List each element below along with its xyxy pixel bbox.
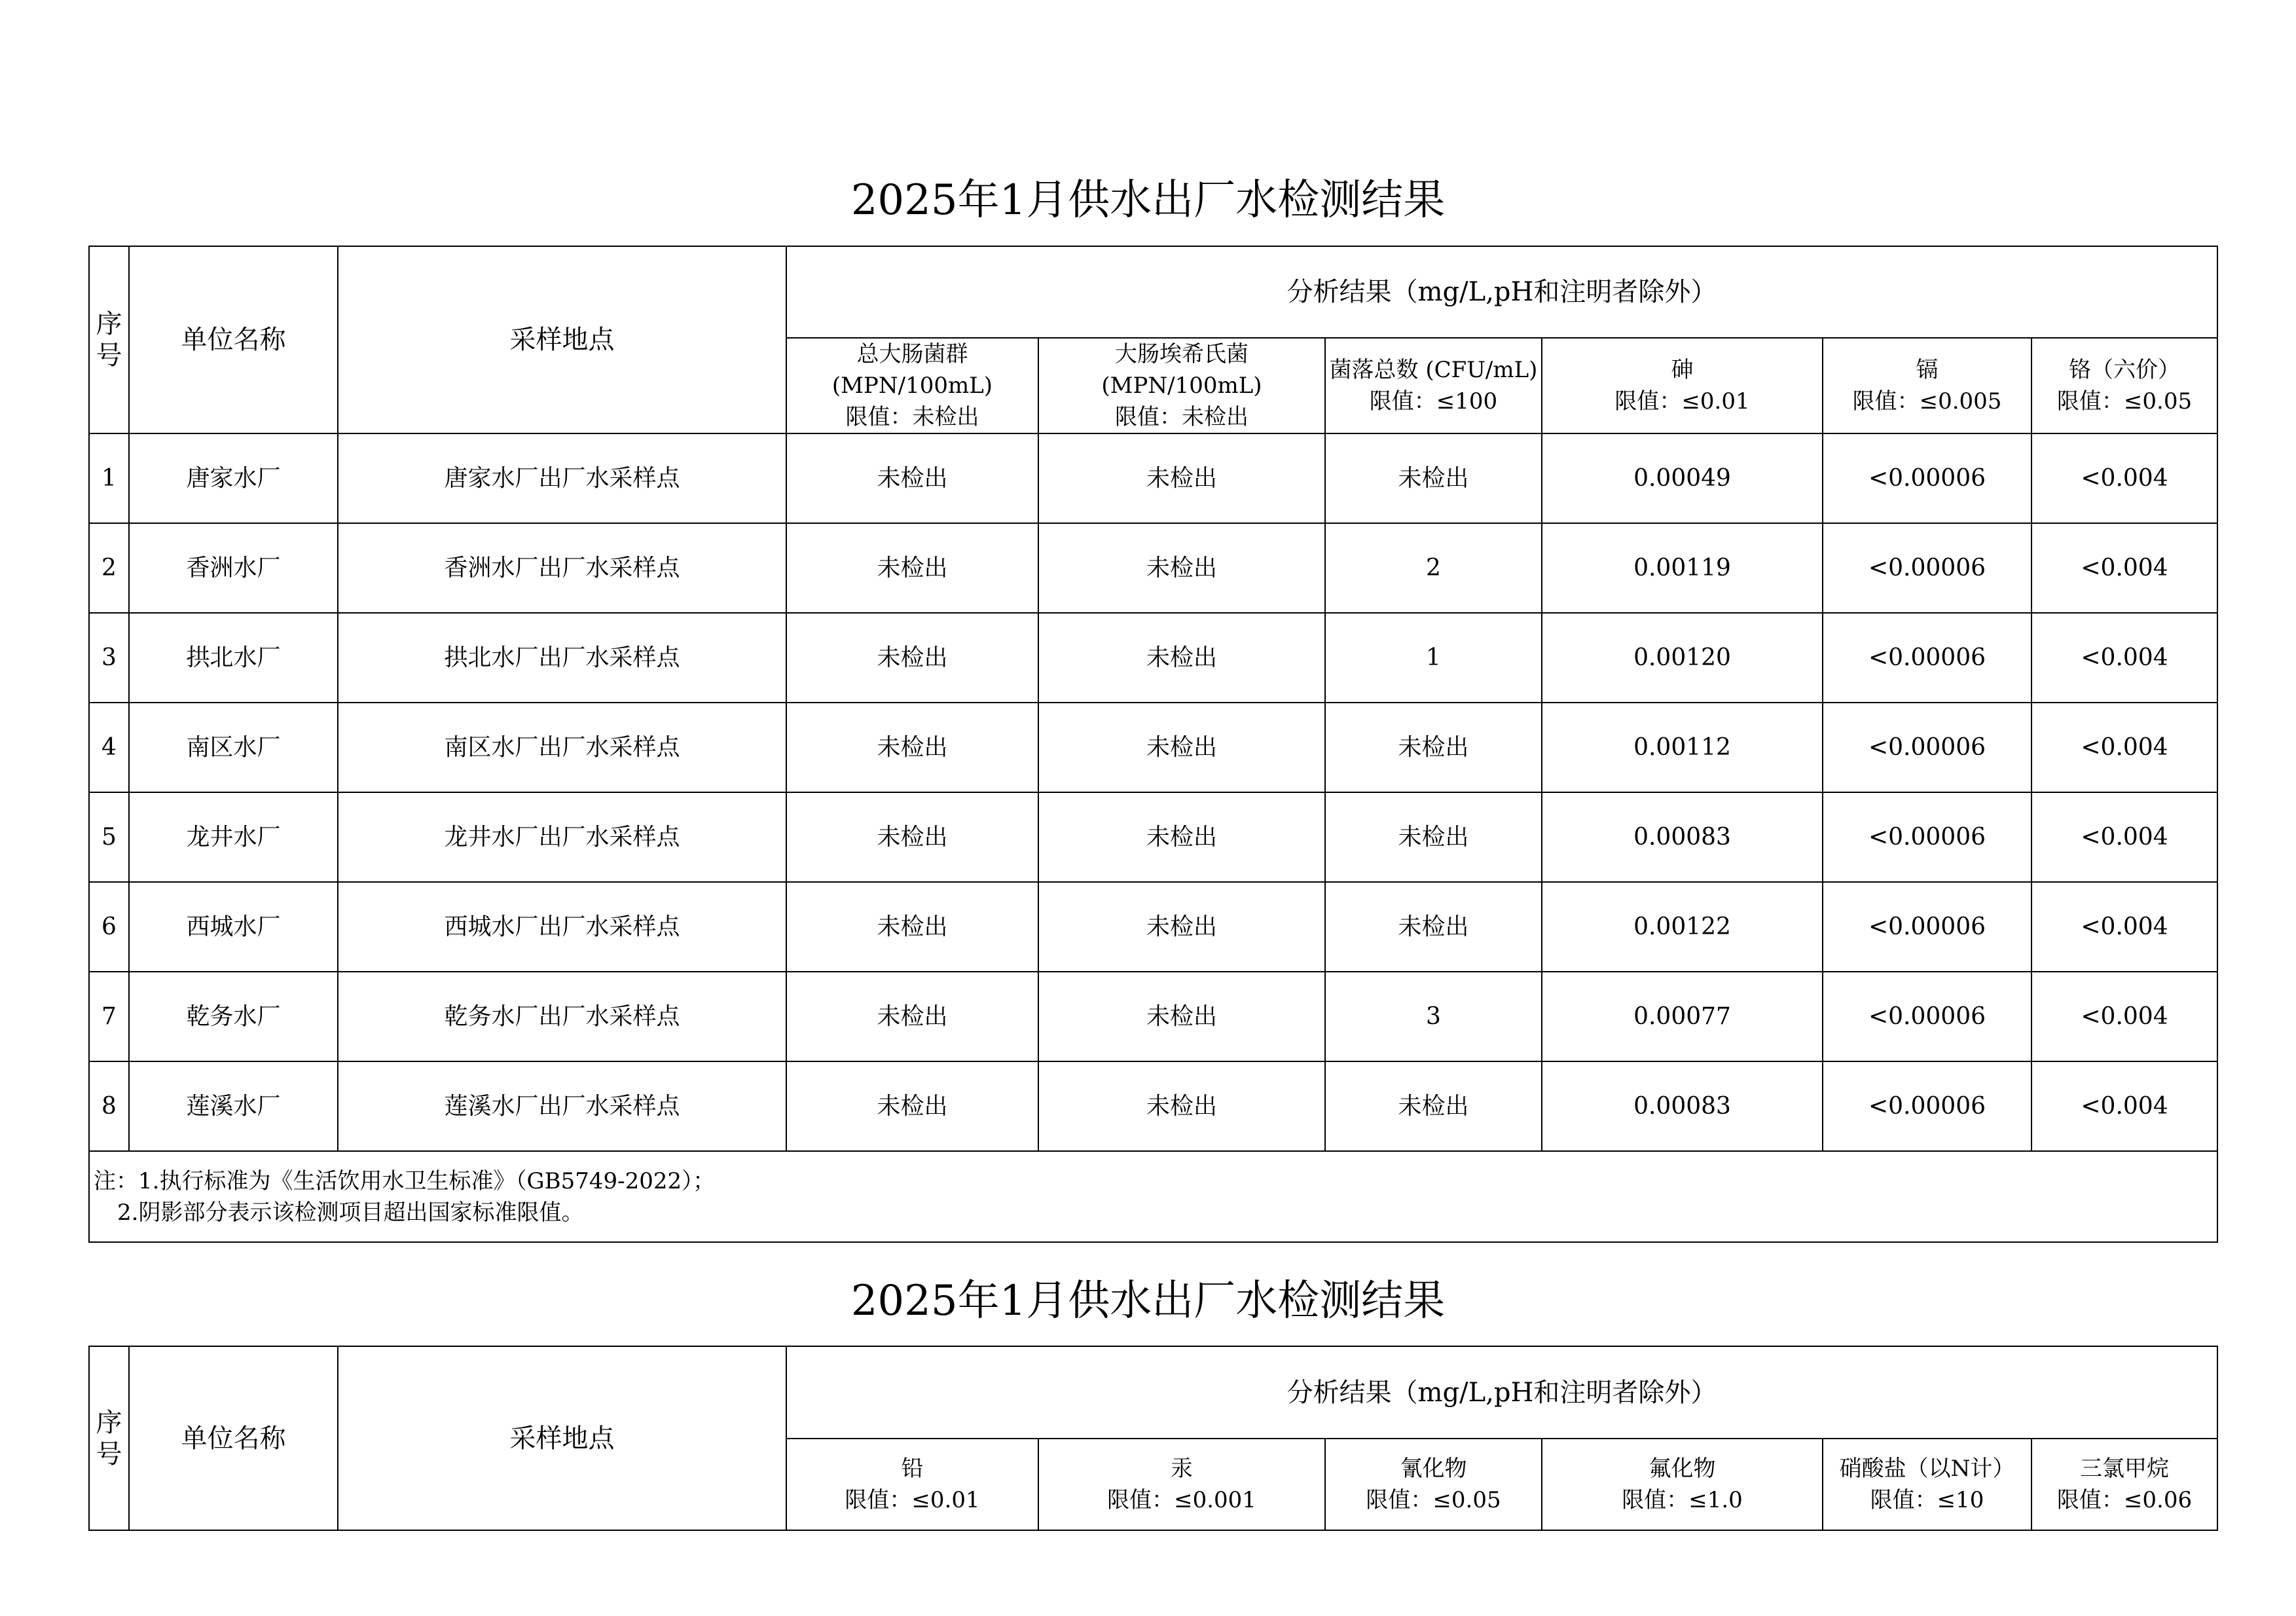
row-value: 未检出 bbox=[786, 1061, 1038, 1151]
column-limit: 限值：≤0.01 bbox=[1614, 388, 1750, 414]
row-value: <0.00006 bbox=[1823, 703, 2032, 792]
row-unit: 莲溪水厂 bbox=[129, 1061, 338, 1151]
row-value: 2 bbox=[1325, 523, 1542, 613]
row-value: <0.004 bbox=[2032, 1061, 2217, 1151]
column-header bbox=[786, 338, 1038, 433]
header-site: 采样地点 bbox=[338, 246, 786, 433]
row-index: 4 bbox=[89, 703, 129, 792]
row-value: 0.00112 bbox=[1542, 703, 1823, 792]
table-row bbox=[89, 972, 2217, 1061]
column-name: 总大肠菌群 bbox=[856, 341, 968, 367]
row-index: 1 bbox=[89, 433, 129, 523]
header-analysis: 分析结果（mg/L,pH和注明者除外） bbox=[786, 1346, 2217, 1439]
row-index: 5 bbox=[89, 792, 129, 882]
row-value: 未检出 bbox=[786, 703, 1038, 792]
row-index: 8 bbox=[89, 1061, 129, 1151]
row-value: 未检出 bbox=[786, 882, 1038, 972]
column-name: 大肠埃希氏菌 bbox=[1115, 341, 1248, 367]
column-name: 铬（六价） bbox=[2069, 357, 2181, 383]
row-value: <0.00006 bbox=[1823, 792, 2032, 882]
row-value: 1 bbox=[1325, 613, 1542, 703]
row-value: 未检出 bbox=[1325, 882, 1542, 972]
row-index: 2 bbox=[89, 523, 129, 613]
header-index: 序号 bbox=[89, 246, 129, 433]
row-site: 南区水厂出厂水采样点 bbox=[338, 703, 786, 792]
table-row bbox=[89, 792, 2217, 882]
column-header bbox=[2032, 338, 2217, 433]
row-value: 未检出 bbox=[1325, 703, 1542, 792]
row-value: 未检出 bbox=[1038, 792, 1325, 882]
row-site: 香洲水厂出厂水采样点 bbox=[338, 523, 786, 613]
row-value: 未检出 bbox=[1038, 613, 1325, 703]
column-name: 氟化物 bbox=[1649, 1456, 1716, 1482]
table-row bbox=[89, 1061, 2217, 1151]
header-index: 序号 bbox=[89, 1346, 129, 1530]
row-value: 未检出 bbox=[786, 613, 1038, 703]
row-value: <0.00006 bbox=[1823, 882, 2032, 972]
row-unit: 拱北水厂 bbox=[129, 613, 338, 703]
row-value: <0.00006 bbox=[1823, 523, 2032, 613]
row-unit: 南区水厂 bbox=[129, 703, 338, 792]
row-unit: 唐家水厂 bbox=[129, 433, 338, 523]
column-header bbox=[1038, 1439, 1325, 1530]
row-value: 未检出 bbox=[1038, 433, 1325, 523]
results-table-1 bbox=[88, 246, 2218, 1243]
column-header bbox=[1823, 338, 2032, 433]
row-site: 龙井水厂出厂水采样点 bbox=[338, 792, 786, 882]
row-value: 未检出 bbox=[1325, 1061, 1542, 1151]
row-value: 未检出 bbox=[786, 523, 1038, 613]
row-value: <0.004 bbox=[2032, 792, 2217, 882]
row-value: 0.00119 bbox=[1542, 523, 1823, 613]
table-row bbox=[89, 433, 2217, 523]
column-limit: 限值：≤1.0 bbox=[1622, 1487, 1743, 1513]
row-value: 未检出 bbox=[1038, 703, 1325, 792]
column-header bbox=[1823, 1439, 2032, 1530]
row-value: <0.004 bbox=[2032, 613, 2217, 703]
table-row bbox=[89, 882, 2217, 972]
row-value: 未检出 bbox=[786, 792, 1038, 882]
row-index: 7 bbox=[89, 972, 129, 1061]
row-unit: 西城水厂 bbox=[129, 882, 338, 972]
column-header bbox=[1325, 1439, 1542, 1530]
column-name: 硝酸盐（以N计） bbox=[1839, 1456, 2015, 1482]
row-value: <0.004 bbox=[2032, 433, 2217, 523]
column-name: 镉 bbox=[1916, 357, 1939, 383]
column-header bbox=[786, 1439, 1038, 1530]
column-limit: 限值：≤10 bbox=[1870, 1487, 1984, 1513]
row-site: 乾务水厂出厂水采样点 bbox=[338, 972, 786, 1061]
row-index: 3 bbox=[89, 613, 129, 703]
results-table-2 bbox=[88, 1346, 2218, 1531]
row-site: 拱北水厂出厂水采样点 bbox=[338, 613, 786, 703]
table-row bbox=[89, 613, 2217, 703]
row-value: 未检出 bbox=[1325, 792, 1542, 882]
column-header bbox=[2032, 1439, 2217, 1530]
row-site: 莲溪水厂出厂水采样点 bbox=[338, 1061, 786, 1151]
page-title-2: 2025年1月供水出厂水检测结果 bbox=[850, 1277, 1446, 1325]
page-title: 2025年1月供水出厂水检测结果 bbox=[850, 176, 1446, 225]
row-value: <0.00006 bbox=[1823, 1061, 2032, 1151]
header-analysis: 分析结果（mg/L,pH和注明者除外） bbox=[786, 246, 2217, 338]
row-value: 未检出 bbox=[1038, 1061, 1325, 1151]
column-header bbox=[1542, 338, 1823, 433]
column-name: 菌落总数 (CFU/mL) bbox=[1329, 357, 1538, 383]
row-site: 唐家水厂出厂水采样点 bbox=[338, 433, 786, 523]
row-value: 未检出 bbox=[1038, 523, 1325, 613]
column-unit: (MPN/100mL) bbox=[1101, 373, 1262, 399]
row-unit: 龙井水厂 bbox=[129, 792, 338, 882]
row-value: 0.00083 bbox=[1542, 792, 1823, 882]
column-limit: 限值：未检出 bbox=[845, 404, 979, 430]
column-header bbox=[1038, 338, 1325, 433]
row-value: 未检出 bbox=[1038, 882, 1325, 972]
column-limit: 限值：≤0.005 bbox=[1852, 388, 2002, 414]
row-value: <0.00006 bbox=[1823, 433, 2032, 523]
row-value: <0.004 bbox=[2032, 703, 2217, 792]
column-limit: 限值：≤0.05 bbox=[2056, 388, 2193, 414]
footnote-line-2: 2.阴影部分表示该检测项目超出国家标准限值。 bbox=[117, 1199, 584, 1226]
row-value: 未检出 bbox=[1325, 433, 1542, 523]
column-name: 砷 bbox=[1671, 357, 1694, 383]
column-limit: 限值：≤0.001 bbox=[1107, 1487, 1256, 1513]
header-site: 采样地点 bbox=[338, 1346, 786, 1530]
row-value: 未检出 bbox=[1038, 972, 1325, 1061]
header-unit: 单位名称 bbox=[129, 246, 338, 433]
column-header bbox=[1542, 1439, 1823, 1530]
column-name: 三氯甲烷 bbox=[2080, 1456, 2170, 1482]
row-value: 3 bbox=[1325, 972, 1542, 1061]
table-row bbox=[89, 523, 2217, 613]
column-limit: 限值：未检出 bbox=[1115, 404, 1248, 430]
column-limit: 限值：≤0.05 bbox=[1366, 1487, 1501, 1513]
column-name: 汞 bbox=[1171, 1456, 1193, 1482]
row-value: 0.00083 bbox=[1542, 1061, 1823, 1151]
row-value: <0.00006 bbox=[1823, 613, 2032, 703]
footnote-line-1: 注：1.执行标准为《生活饮用水卫生标准》（GB5749-2022）； bbox=[94, 1167, 716, 1194]
footnote bbox=[89, 1151, 2217, 1242]
row-index: 6 bbox=[89, 882, 129, 972]
column-name: 铅 bbox=[901, 1456, 924, 1482]
column-header bbox=[1325, 338, 1542, 433]
row-value: 0.00049 bbox=[1542, 433, 1823, 523]
column-limit: 限值：≤0.01 bbox=[845, 1487, 980, 1513]
column-unit: (MPN/100mL) bbox=[831, 373, 993, 399]
row-value: 0.00077 bbox=[1542, 972, 1823, 1061]
row-value: 0.00122 bbox=[1542, 882, 1823, 972]
column-name: 氰化物 bbox=[1400, 1456, 1467, 1482]
column-limit: 限值：≤0.06 bbox=[2056, 1487, 2193, 1513]
row-value: <0.00006 bbox=[1823, 972, 2032, 1061]
row-value: <0.004 bbox=[2032, 972, 2217, 1061]
row-value: <0.004 bbox=[2032, 882, 2217, 972]
row-unit: 香洲水厂 bbox=[129, 523, 338, 613]
row-site: 西城水厂出厂水采样点 bbox=[338, 882, 786, 972]
row-unit: 乾务水厂 bbox=[129, 972, 338, 1061]
row-value: 0.00120 bbox=[1542, 613, 1823, 703]
row-value: <0.004 bbox=[2032, 523, 2217, 613]
header-unit: 单位名称 bbox=[129, 1346, 338, 1530]
table-row bbox=[89, 703, 2217, 792]
column-limit: 限值：≤100 bbox=[1369, 388, 1498, 414]
row-value: 未检出 bbox=[786, 433, 1038, 523]
row-value: 未检出 bbox=[786, 972, 1038, 1061]
